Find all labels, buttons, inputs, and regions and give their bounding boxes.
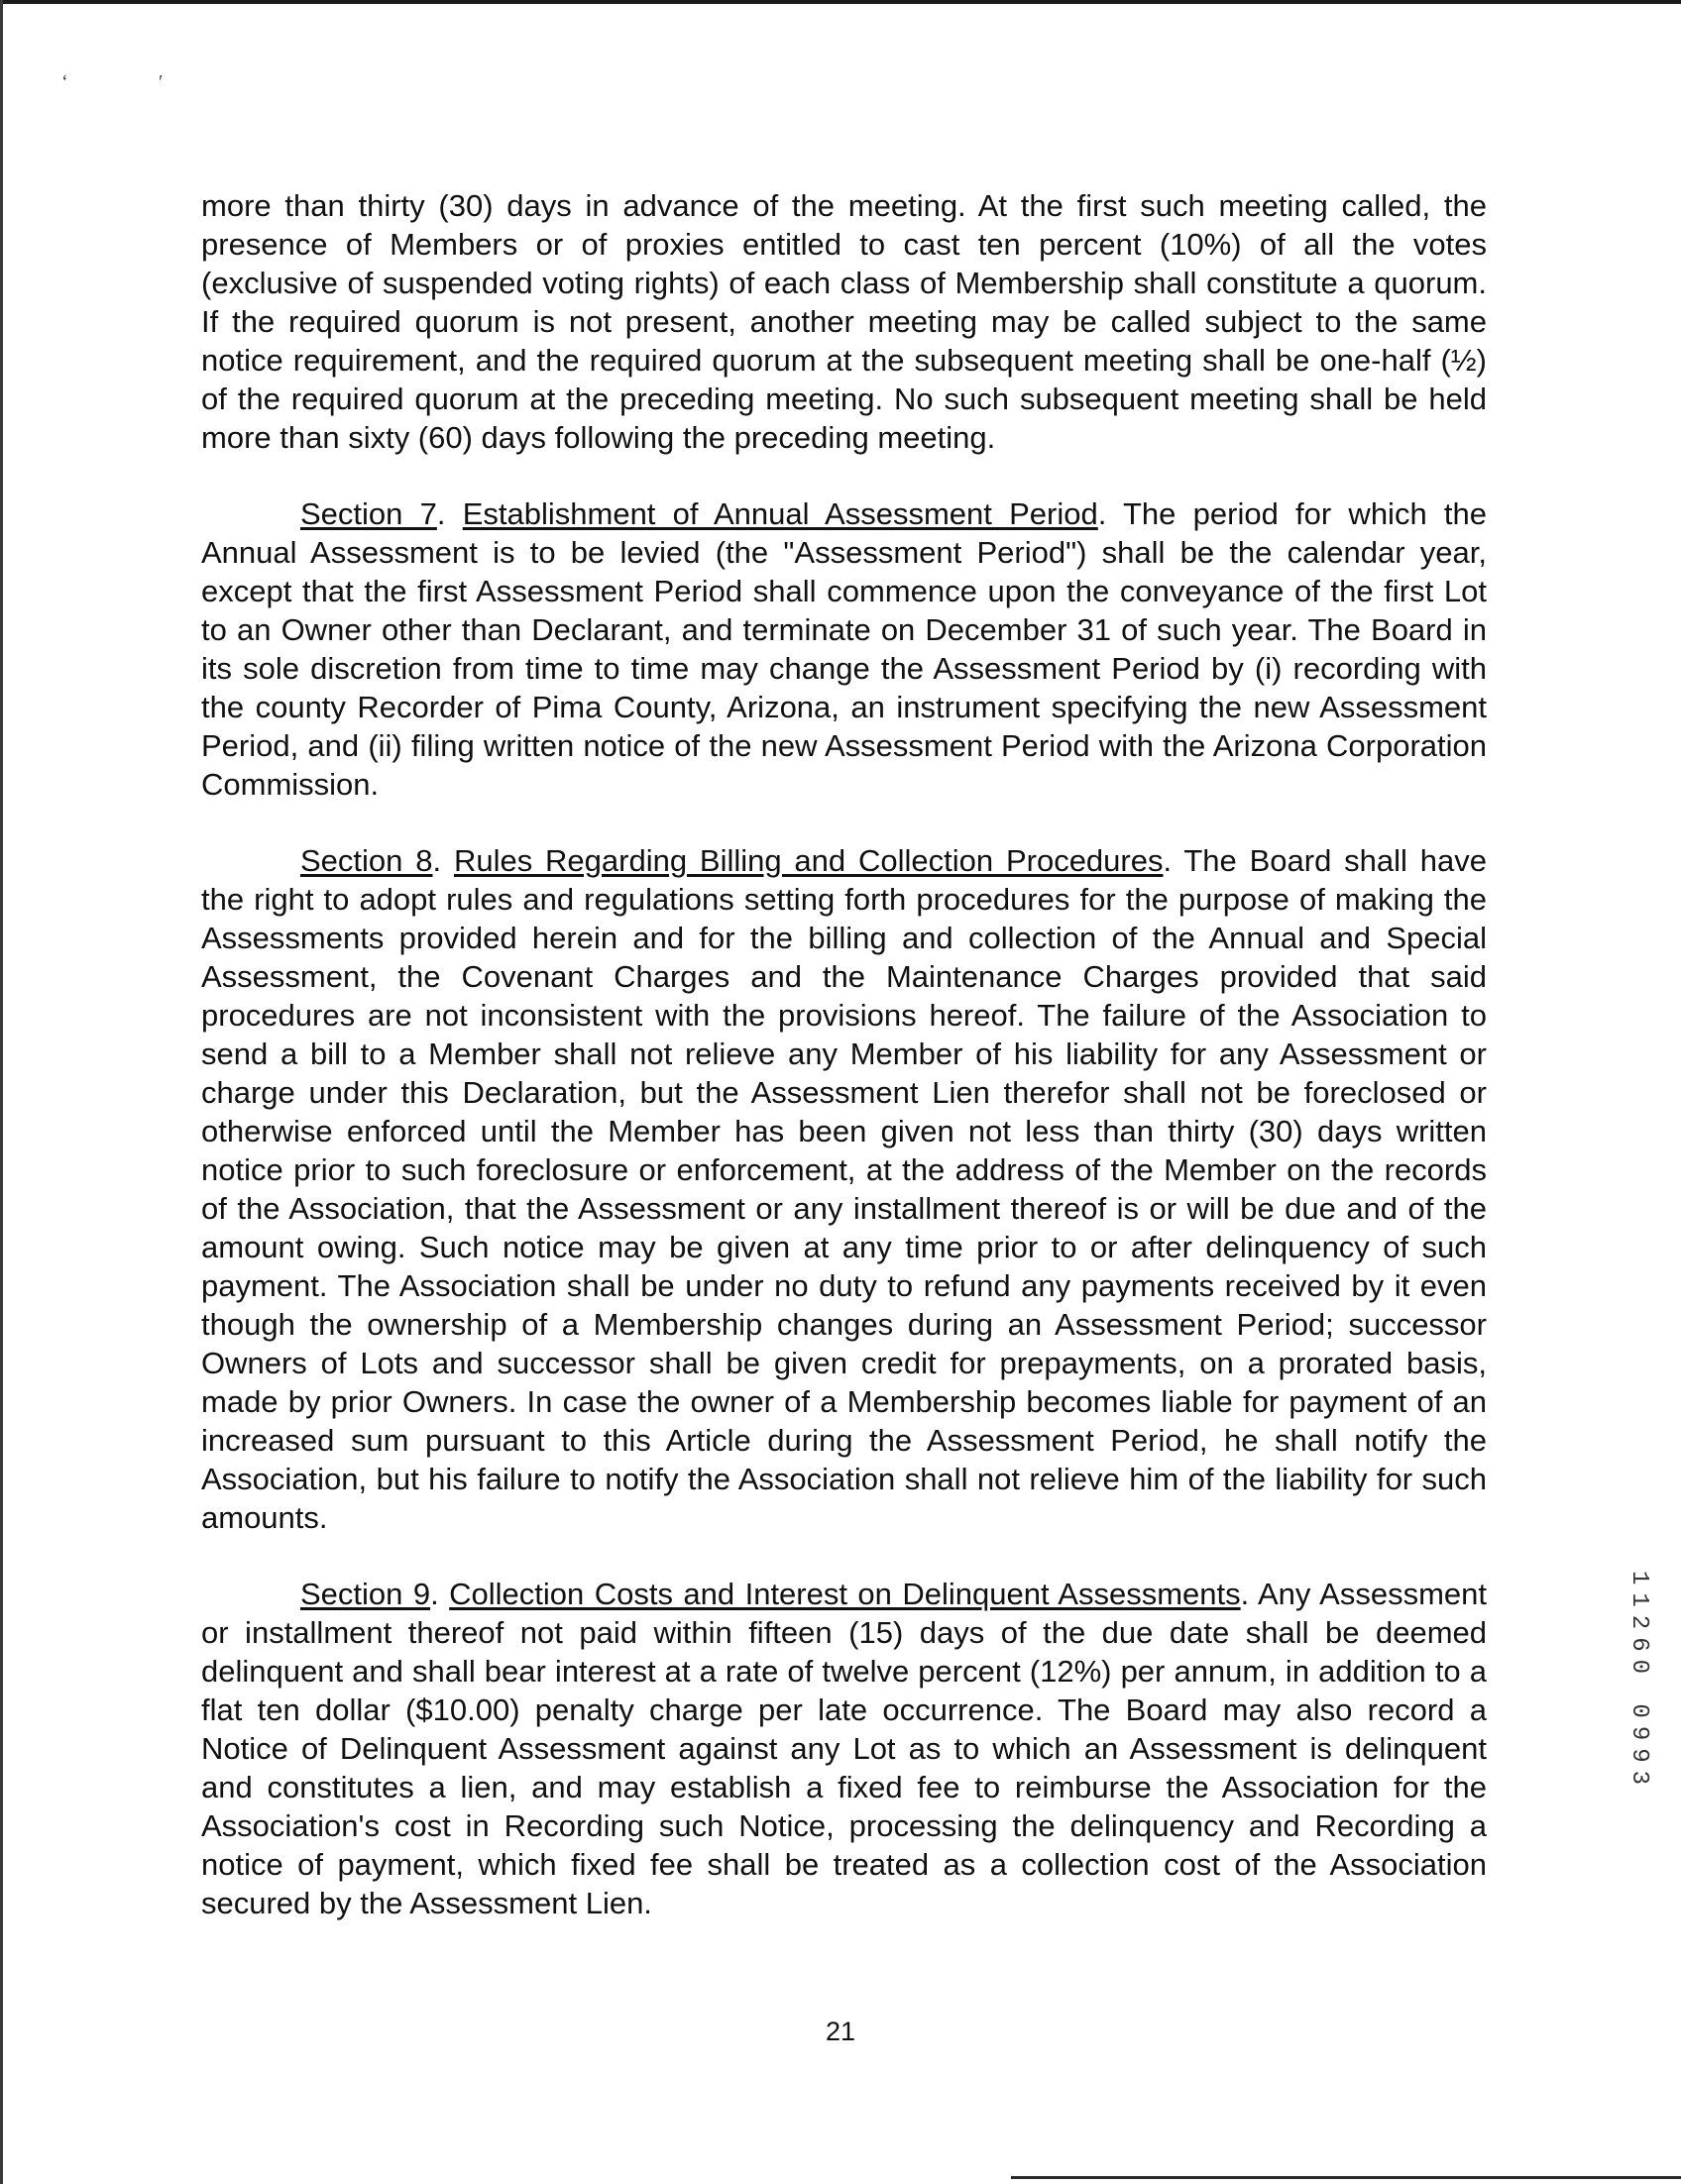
section-7-label: Section 7 <box>300 496 437 531</box>
section-9-heading: Collection Costs and Interest on Delinquent Assessments <box>449 1577 1241 1611</box>
recorder-stamp <box>1625 1571 1655 1912</box>
section-9-body: Any Assessment or installment thereof not paid within fifteen (15) days of the due date shall be deemed delinquent and shall bear interest at a rate of twelve percent (12%) per annum, in addition to a flat ten dollar ($10.00) penalty charge per late occurrence. The Board may also record a Notice of Delinquent Assessment against any Lot as to which an Assessment is delinquent and constitutes a lien, and may establish a fixed fee to reimburse the Association for the Association's cost in Recording such Notice, processing the delinquency and Recording a notice of payment, which fixed fee shall be treated as a collection cost of the Association secured by the Assessment Lien. <box>201 1577 1487 1920</box>
page-number: 21 <box>825 2017 856 2046</box>
section-7-body: The period for which the Annual Assessment is to be levied (the "Assessment Period") shall be the calendar year, except that the first Assessment Period shall commence upon the conveyance of the first Lot to an Owner other than Declarant, and terminate on December 31 of such year. The Board in its sole discretion from time to time may change the Assessment Period by (i) recording with the county Recorder of Pima County, Arizona, an instrument specifying the new Assessment Period, and (ii) filing written notice of the new Assessment Period with the Arizona Corporation Commission. <box>201 496 1488 802</box>
section-7-heading: Establishment of Annual Assessment Period <box>462 496 1098 531</box>
section-7: Section 7. Establishment of Annual Assessment Period. The period for which the Annual Assessment is to be levied (the "Assessment Period") shall be the calendar year, except that the first Assessment Period shall commence upon the conveyance of the first Lot to an Owner other than Declarant, and terminate on December 31 of such year. The Board in its sole discretion from time to time may change the Assessment Period by (i) recording with the county Recorder of Pima County, Arizona, an instrument specifying the new Assessment Period, and (ii) filing written notice of the new Assessment Period with the Arizona Corporation Commission. <box>201 496 1488 802</box>
section-8: Section 8. Rules Regarding Billing and Collection Procedures. The Board shall have the right to adopt rules and regulations setting forth procedures for the purpose of making the Assessments provided herein and for the billing and collection of the Annual and Special Assessment, the Covenant Charges and the Maintenance Charges provided that said procedures are not inconsistent with the provisions hereof. The failure of the Association to send a bill to a Member shall not relieve any Member of his liability for any Assessment or charge under this Declaration, but the Assessment Lien therefor shall not be foreclosed or otherwise enforced until the Member has been given not less than thirty (30) days written notice prior to such foreclosure or enforcement, at the address of the Member on the records of the Association, that the Assessment or any installment thereof is or will be due and of the amount owing. Such notice may be given at any time prior to or after delinquency of such payment. The Association shall be under no duty to refund any payments received by it even though the ownership of a Membership changes during an Assessment Period; successor Owners of Lots and successor shall be given credit for prepayments, on a prorated basis, made by prior Owners. In case the owner of a Membership becomes liable for payment of an increased sum pursuant to this Article during the Assessment Period, he shall notify the Association, but his failure to notify the Association shall not relieve him of the liability for such amounts. <box>201 843 1487 1535</box>
recorder-stamp-text: 11260 0993 <box>1625 1571 1652 1794</box>
section-8-body: The Board shall have the right to adopt rules and regulations setting forth procedures for the purpose of making the Assessments provided herein and for the billing and collection of the Annual and Special Assessment, the Covenant Charges and the Maintenance Charges provided that said procedures are not inconsistent with the provisions hereof. The failure of the Association to send a bill to a Member shall not relieve any Member of his liability for any Assessment or charge under this Declaration, but the Assessment Lien therefor shall not be foreclosed or otherwise enforced until the Member has been given not less than thirty (30) days written notice prior to such foreclosure or enforcement, at the address of the Member on the records of the Association, that the Assessment or any installment thereof is or will be due and of the amount owing. Such notice may be given at any time prior to or after delinquency of such payment. The Association shall be under no duty to refund any payments received by it even though the ownership of a Membership changes during an Assessment Period; successor Owners of Lots and successor shall be given credit for prepayments, on a prorated basis, made by prior Owners. In case the owner of a Membership becomes liable for payment of an increased sum pursuant to this Article during the Assessment Period, he shall notify the Association, but his failure to notify the Association shall not relieve him of the liability for such amounts. <box>201 843 1487 1535</box>
scan-edge-top <box>0 0 1681 4</box>
section-9-label: Section 9 <box>300 1577 431 1611</box>
scan-edge-left <box>0 0 3 2184</box>
scan-speck: ‘ <box>61 71 68 93</box>
intro-paragraph: more than thirty (30) days in advance of the meeting. At the first such meeting called, the presence of Members or of proxies entitled to cast ten percent (10%) of all the votes (exclusive of suspended voting rights) of each class of Membership shall constitute a quorum. If the required quorum is not present, another meeting may be called subject to the same notice requirement, and the required quorum at the subsequent meeting shall be one-half (½) of the required quorum at the preceding meeting. No such subsequent meeting shall be held more than sixty (60) days following the preceding meeting. <box>201 188 1487 455</box>
section-8-label: Section 8 <box>300 843 433 878</box>
document-body <box>201 186 1487 1960</box>
section-9: Section 9. Collection Costs and Interest on Delinquent Assessments. Any Assessment or installment thereof not paid within fifteen (15) days of the due date shall be deemed delinquent and shall bear interest at a rate of twelve percent (12%) per annum, in addition to a flat ten dollar ($10.00) penalty charge per late occurrence. The Board may also record a Notice of Delinquent Assessment against any Lot as to which an Assessment is delinquent and constitutes a lien, and may establish a fixed fee to reimburse the Association for the Association's cost in Recording such Notice, processing the delinquency and Recording a notice of payment, which fixed fee shall be treated as a collection cost of the Association secured by the Assessment Lien. <box>201 1577 1487 1920</box>
scan-speck: ′ <box>159 71 164 93</box>
section-8-heading: Rules Regarding Billing and Collection Procedures <box>453 843 1164 878</box>
scan-edge-bottom <box>1011 2176 1681 2179</box>
